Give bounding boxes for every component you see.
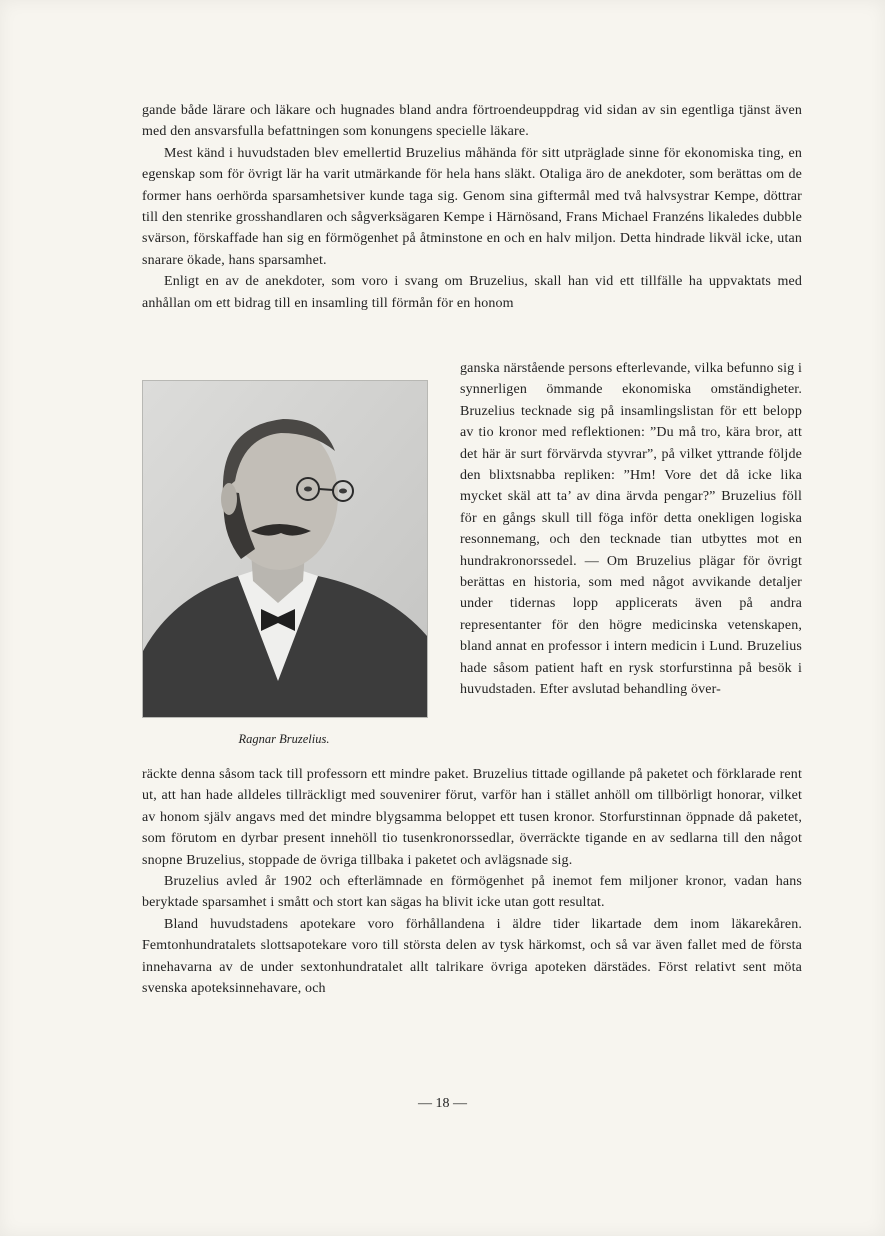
portrait-caption: Ragnar Bruzelius.: [238, 732, 330, 746]
paragraph: gande både lärare och läkare och hugnades bland andra förtroendeuppdrag vid sidan av sin egentliga tjänst även med den ansvarsfulla befattningen som konungens specielle läkare.: [142, 103, 802, 140]
text-block-wrapped: [460, 358, 802, 701]
portrait-figure: [142, 380, 426, 747]
paragraph: Bland huvudstadens apotekare voro förhållandena i äldre tider likartade dem inom läkarekåren. Femtonhundratalets slottsapotekare voro till största delen av tysk härkomst, och så var även fallet med de första innehavarna av de under sextonhundratalet allt talrikare övriga apoteken därstädes. Först relativt sent möta svenska apoteksinnehavare, och: [142, 916, 802, 997]
paragraph: Enligt en av de anekdoter, som voro i svang om Bruzelius, skall han vid ett tillfälle ha uppvaktats med anhållan om ett bidrag till en insamling till förmån för en honom: [142, 274, 802, 311]
paragraph: ganska närstående persons efterlevande, vilka befunno sig i synnerligen ömmande ekonomiska omständigheter. Bruzelius tecknade sig på insamlingslistan för ett belopp av tio kronor med reflektionen: ”Du må tro, kära bror, att det här är surt förvärvda styvrar”, på vilket yttrande följde den blixtsnabba repliken: ”Hm! Vore det då icke lika mycket skäl att ta’ av dina ärvda pengar?” Bruzelius föll för en gångs skull till föga inför detta onekligen logiska resonnemang, och den tecknade tian utbyttes mot en hundrakronorssedel. — Om Bruzelius plägar för övrigt berättas en historia, som med något avvikande detaljer under tidernas lopp applicerats även på andra representanter för den högre medicinska vetenskapen, bland annat en professor i intern medicin i Lund. Bruzelius hade såsom patient haft en rysk storfurstinna på besök i huvudstaden. Efter avslutad behandling över-: [460, 361, 802, 698]
paragraph: Bruzelius avled år 1902 och efterlämnade en förmögenhet på inemot fem miljoner kronor, vadan hans beryktade sparsamhet i smått och stort kan sägas ha blivit icke utan gott resultat.: [142, 874, 802, 911]
paragraph: Mest känd i huvudstaden blev emellertid Bruzelius måhända för sitt utpräglade sinne för ekonomiska ting, en egenskap som för övrigt lär ha varit utmärkande för hela hans släkt. Otaliga äro de anekdoter, som berättas om de former hans oerhörda sparsamhetsiver kunde taga sig. Genom sina giftermål med två halvsystrar Kempe, döttrar till den stenrike grosshandlaren och sågverksägaren Kempe i Härnösand, Frans Michael Franzéns likaledes dubble svärson, förskaffade han sig en förmögenhet på åtminstone en och en halv miljon. Detta hindrade likväl icke, utan snarare ökade, hans sparsamhet.: [142, 145, 802, 268]
text-block-top: [142, 100, 802, 314]
page-number: — 18 —: [418, 1096, 467, 1111]
portrait-photo: [142, 380, 428, 718]
text-block-bottom: [142, 764, 802, 999]
paragraph: räckte denna såsom tack till professorn ett mindre paket. Bruzelius tittade ogillande på paketet och förklarade rent ut, att han hade alldeles tillräckligt med souvenirer förut, varför han i stället anhöll om tillbörligt honorar, vilket av honom själv angavs med det mindre blygsamma beloppet ett tusen kronor. Storfurstinnan öppnade då paketet, som förutom en dyrbar present innehöll tio tusenkronorssedlar, överräckte tigande en av sedlarna till den något snopne Bruzelius, stoppade de övriga tillbaka i paketet och avlägsnade sig.: [142, 767, 802, 868]
